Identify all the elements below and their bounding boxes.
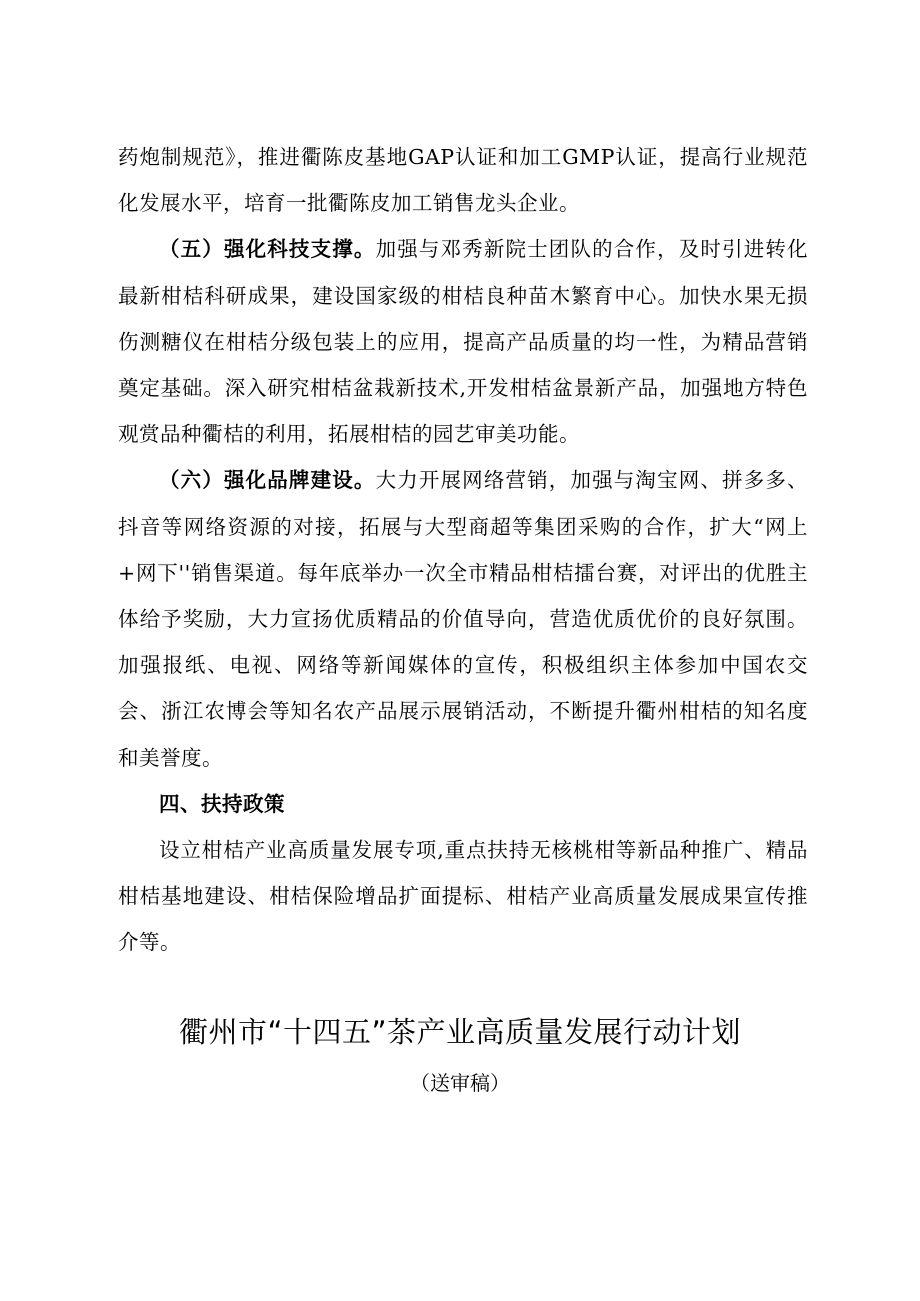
item-5-lead: （五）强化科技支撑。 <box>159 237 376 262</box>
document-subtitle: （送审稿） <box>410 1071 510 1095</box>
continuation-paragraph: 药炮制规范》，推进衢陈皮基地GAP认证和加工GMP认证，提高行业规范化发展水平，培育一批衢陈皮加工销售龙头企业。 <box>118 145 808 216</box>
section-4-paragraph: 设立柑桔产业高质量发展专项,重点扶持无核桃柑等新品种推广、精品柑桔基地建设、柑桔保险增品扩面提标、柑桔产业高质量发展成果宣传推介等。 <box>118 838 808 955</box>
item-6-lead: （六）强化品牌建设。 <box>159 468 376 493</box>
body-section-1 <box>118 134 808 966</box>
item-6-text: 大力开展网络营销，加强与淘宝网、拼多多、抖音等网络资源的对接，拓展与大型商超等集团采购的合作，扩大“网上+网下''销售渠道。每年底举办一次全市精品柑桔擂台赛，对评出的优胜主体给予奖励，大力宣扬优质精品的价值导向，营造优质优价的良好氛围。加强报纸、电视、网络等新闻媒体的宣传，积极组织主体参加中国农交会、浙江农博会等知名农产品展示展销活动，不断提升衢州柑桔的知名度和美誉度。 <box>118 468 809 770</box>
section-4-heading: 四、扶持政策 <box>159 791 285 816</box>
paragraph-item-5 <box>118 226 808 457</box>
item-5-text: 加强与邓秀新院士团队的合作，及时引进转化最新柑桔科研成果，建设国家级的柑桔良种苗木繁育中心。加快水果无损伤测糖仪在柑桔分级包装上的应用，提高产品质量的均一性，为精品营销奠定基础。深入研究柑桔盆栽新技术,开发柑桔盆景新产品，加强地方特色观赏品种衢桔的利用，拓展柑桔的园艺审美功能。 <box>118 237 809 447</box>
document-title: 衢州市“十四五”茶产业高质量发展行动计划 <box>178 1015 742 1049</box>
paragraph-item-6 <box>118 457 808 780</box>
